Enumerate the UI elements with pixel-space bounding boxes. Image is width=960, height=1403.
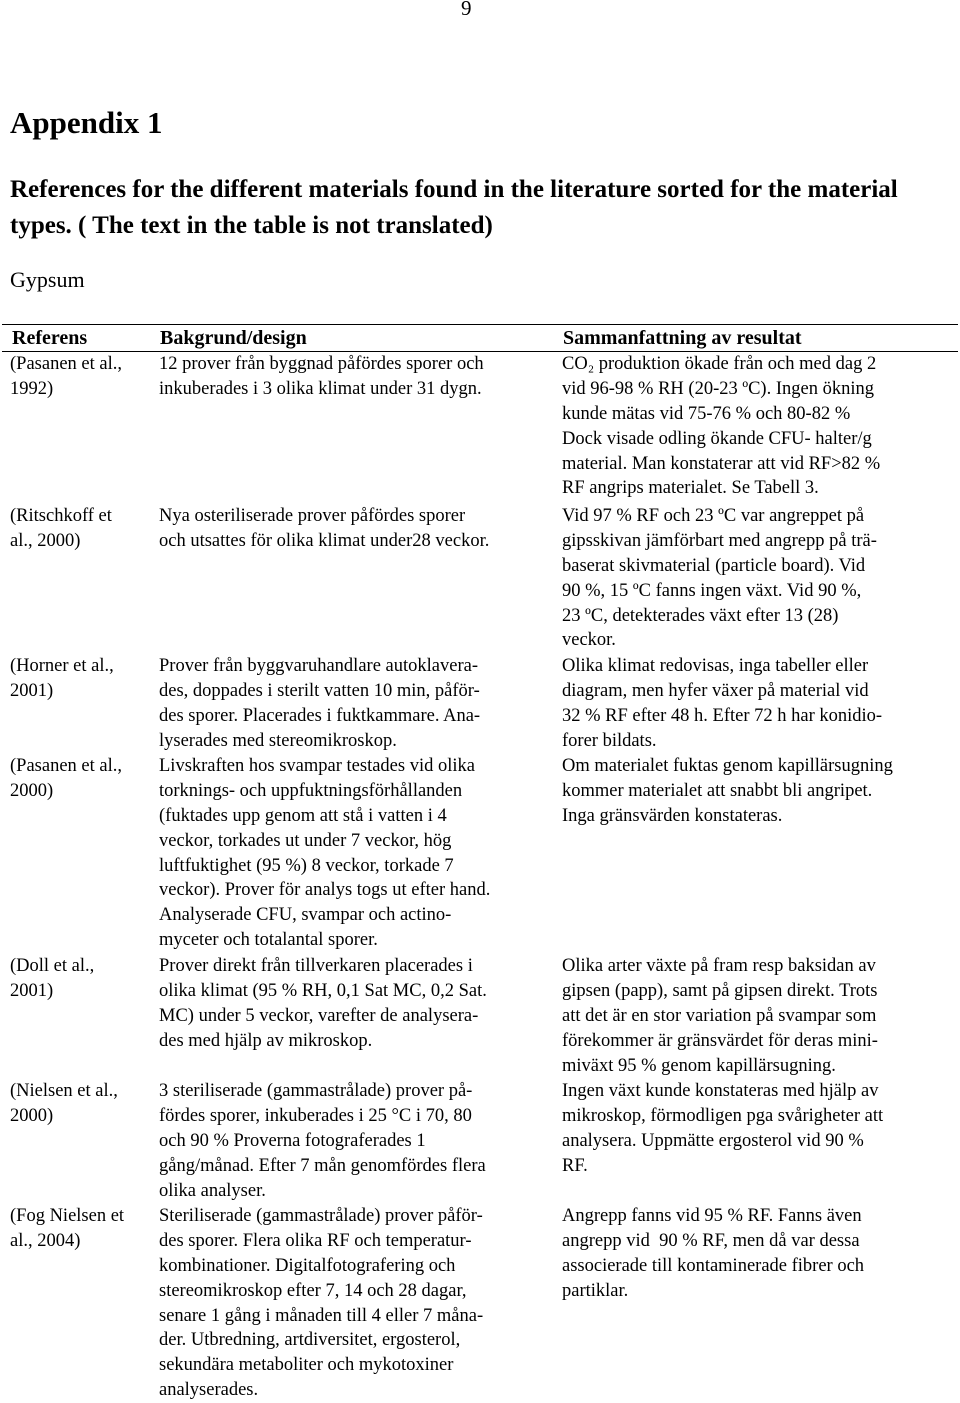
cell-sammanfattning (562, 754, 893, 829)
cell-line: myceter och totalantal sporer. (159, 930, 378, 951)
cell-bakgrund (159, 504, 489, 554)
cell-line: veckor. (562, 630, 616, 651)
cell-line: CO₂ produktion ökade från och med dag 2 (562, 354, 877, 374)
cell-line: angrepp vid 90 % RF, men då var dessa (562, 1230, 860, 1251)
cell-line: (fuktades upp genom att stå i vatten i 4 (159, 805, 447, 826)
cell-line: der. Utbredning, artdiversitet, ergosterol, (159, 1330, 461, 1351)
cell-line: MC) under 5 veckor, varefter de analysera- (159, 1005, 479, 1026)
cell-line: 2001) (10, 680, 54, 701)
cell-line: mikroskop, förmodligen pga svårigheter att (562, 1105, 884, 1126)
cell-line: veckor, torkades ut under 7 veckor, hög (159, 830, 452, 851)
cell-sammanfattning (562, 1204, 864, 1304)
cell-line: 1992) (10, 378, 54, 399)
cell-line: och utsattes för olika klimat under28 veckor. (159, 530, 490, 551)
cell-sammanfattning (562, 954, 878, 1078)
cell-line: förekommer är gränsvärdet för deras mini- (562, 1030, 878, 1051)
cell-line: Ingen växt kunde konstateras med hjälp av (562, 1081, 879, 1101)
cell-line: analysera. Uppmätte ergosterol vid 90 % (562, 1130, 864, 1151)
cell-line: RF angrips materialet. Se Tabell 3. (562, 478, 819, 499)
cell-line: analyserades. (159, 1380, 259, 1401)
cell-line: lyserades med stereomikroskop. (159, 730, 397, 751)
cell-line: 23 ºC, detekterades växt efter 13 (28) (562, 605, 839, 626)
cell-line: fördes sporer, inkuberades i 25 °C i 70, 80 (159, 1105, 472, 1126)
cell-line: forer bildats. (562, 730, 657, 751)
cell-line: Om materialet fuktas genom kapillärsugning (562, 756, 893, 776)
cell-line: Olika arter växte på fram resp baksidan av (562, 956, 876, 976)
intro-text: References for the different materials found in the literature sorted for the material types. ( The text in the table is not translated) (10, 176, 898, 239)
cell-line: Nya osteriliserade prover påfördes sporer (159, 506, 466, 526)
cell-line: associerade till kontaminerade fibrer och (562, 1255, 865, 1276)
cell-line: gipsskivan jämförbart med angrepp på trä- (562, 530, 877, 551)
cell-line: miväxt 95 % genom kapillärsugning. (562, 1055, 836, 1076)
cell-bakgrund (159, 754, 490, 953)
cell-line: Angrepp fanns vid 95 % RF. Fanns även (562, 1206, 862, 1226)
cell-line: Olika klimat redovisas, inga tabeller eller (562, 656, 869, 676)
cell-line: Analyserade CFU, svampar och actino- (159, 905, 452, 926)
cell-line: stereomikroskop efter 7, 14 och 28 dagar, (159, 1280, 467, 1301)
cell-line: diagram, men hyfer växer på material vid (562, 680, 869, 701)
cell-bakgrund (159, 352, 484, 402)
header-sammanfattning: Sammanfattning av resultat (563, 327, 802, 349)
cell-sammanfattning (562, 352, 880, 501)
cell-line: Steriliserade (gammastrålade) prover påför- (159, 1206, 483, 1226)
cell-line: des sporer. Placerades i fuktkammare. Ana- (159, 705, 481, 726)
cell-line: des, doppades i sterilt vatten 10 min, påför- (159, 680, 480, 701)
cell-line: och 90 % Proverna fotograferades 1 (159, 1130, 426, 1151)
cell-line: (Pasanen et al., (10, 756, 122, 776)
cell-line: (Horner et al., (10, 656, 114, 676)
cell-line: des sporer. Flera olika RF och temperatur- (159, 1230, 472, 1251)
cell-bakgrund (159, 1079, 486, 1203)
header-referens: Referens (12, 327, 88, 349)
cell-line: gipsen (papp), samt på gipsen direkt. Trots (562, 980, 878, 1001)
appendix-title: Appendix 1 (10, 105, 163, 140)
cell-line: (Nielsen et al., (10, 1081, 118, 1101)
header-bakgrund: Bakgrund/design (160, 327, 307, 349)
cell-referens (10, 504, 112, 554)
cell-bakgrund (159, 654, 480, 754)
cell-referens (10, 1204, 124, 1254)
cell-referens (10, 352, 122, 402)
cell-line: 2000) (10, 780, 54, 801)
page-number: 9 (461, 0, 472, 20)
cell-line: (Doll et al., (10, 956, 95, 976)
cell-line: 12 prover från byggnad påfördes sporer och (159, 354, 484, 374)
cell-line: Inga gränsvärden konstateras. (562, 805, 783, 826)
cell-line: (Pasanen et al., (10, 354, 122, 374)
table-header (10, 324, 958, 352)
cell-line: 2001) (10, 980, 54, 1001)
cell-line: (Ritschkoff et (10, 506, 112, 526)
cell-referens (10, 954, 94, 1004)
cell-bakgrund (159, 1204, 483, 1403)
cell-line: olika klimat (95 % RH, 0,1 Sat MC, 0,2 Sat. (159, 980, 487, 1001)
cell-line: olika analyser. (159, 1180, 266, 1201)
section-heading-gypsum: Gypsum (10, 267, 85, 292)
cell-line: Prover från byggvaruhandlare autoklavera- (159, 656, 478, 676)
cell-line: 3 steriliserade (gammastrålade) prover på- (159, 1081, 473, 1101)
cell-bakgrund (159, 954, 487, 1054)
cell-line: al., 2000) (10, 530, 81, 551)
cell-line: material. Man konstaterar att vid RF>82 % (562, 453, 881, 474)
cell-line: RF. (562, 1155, 588, 1176)
cell-line: Dock visade odling ökande CFU- halter/g (562, 428, 872, 449)
cell-line: (Fog Nielsen et (10, 1206, 125, 1226)
cell-line: kombinationer. Digitalfotografering och (159, 1255, 456, 1276)
cell-line: 90 %, 15 ºC fanns ingen växt. Vid 90 %, (562, 580, 862, 601)
cell-line: partiklar. (562, 1280, 629, 1301)
cell-line: Vid 97 % RF och 23 ºC var angreppet på (562, 506, 865, 526)
cell-referens (10, 754, 122, 804)
cell-line: sekundära metaboliter och mykotoxiner (159, 1355, 454, 1376)
cell-referens (10, 1079, 118, 1129)
cell-line: 2000) (10, 1105, 54, 1126)
cell-line: 32 % RF efter 48 h. Efter 72 h har konidio- (562, 705, 883, 726)
cell-line: gång/månad. Efter 7 mån genomfördes flera (159, 1155, 486, 1176)
cell-sammanfattning (562, 1079, 883, 1179)
cell-line: inkuberades i 3 olika klimat under 31 dygn. (159, 378, 482, 399)
cell-line: kunde mätas vid 75-76 % och 80-82 % (562, 403, 851, 424)
cell-line: torknings- och uppfuktningsförhållanden (159, 780, 463, 801)
cell-line: baserat skivmaterial (particle board). Vid (562, 555, 866, 576)
cell-line: veckor). Prover för analys togs ut efter hand. (159, 880, 491, 901)
cell-line: Livskraften hos svampar testades vid olika (159, 756, 475, 776)
cell-line: des med hjälp av mikroskop. (159, 1030, 373, 1051)
cell-referens (10, 654, 114, 704)
cell-line: att det är en stor variation på svampar som (562, 1005, 877, 1026)
cell-sammanfattning (562, 504, 877, 653)
cell-line: vid 96-98 % RH (20-23 ºC). Ingen ökning (562, 378, 874, 399)
cell-line: kommer materialet att snabbt bli angripet. (562, 780, 873, 801)
cell-line: senare 1 gång i månaden till 4 eller 7 måna- (159, 1305, 484, 1326)
cell-line: luftfuktighet (95 %) 8 veckor, torkade 7 (159, 855, 454, 876)
cell-sammanfattning (562, 654, 882, 754)
cell-line: al., 2004) (10, 1230, 81, 1251)
cell-line: Prover direkt från tillverkaren placerades i (159, 956, 473, 976)
